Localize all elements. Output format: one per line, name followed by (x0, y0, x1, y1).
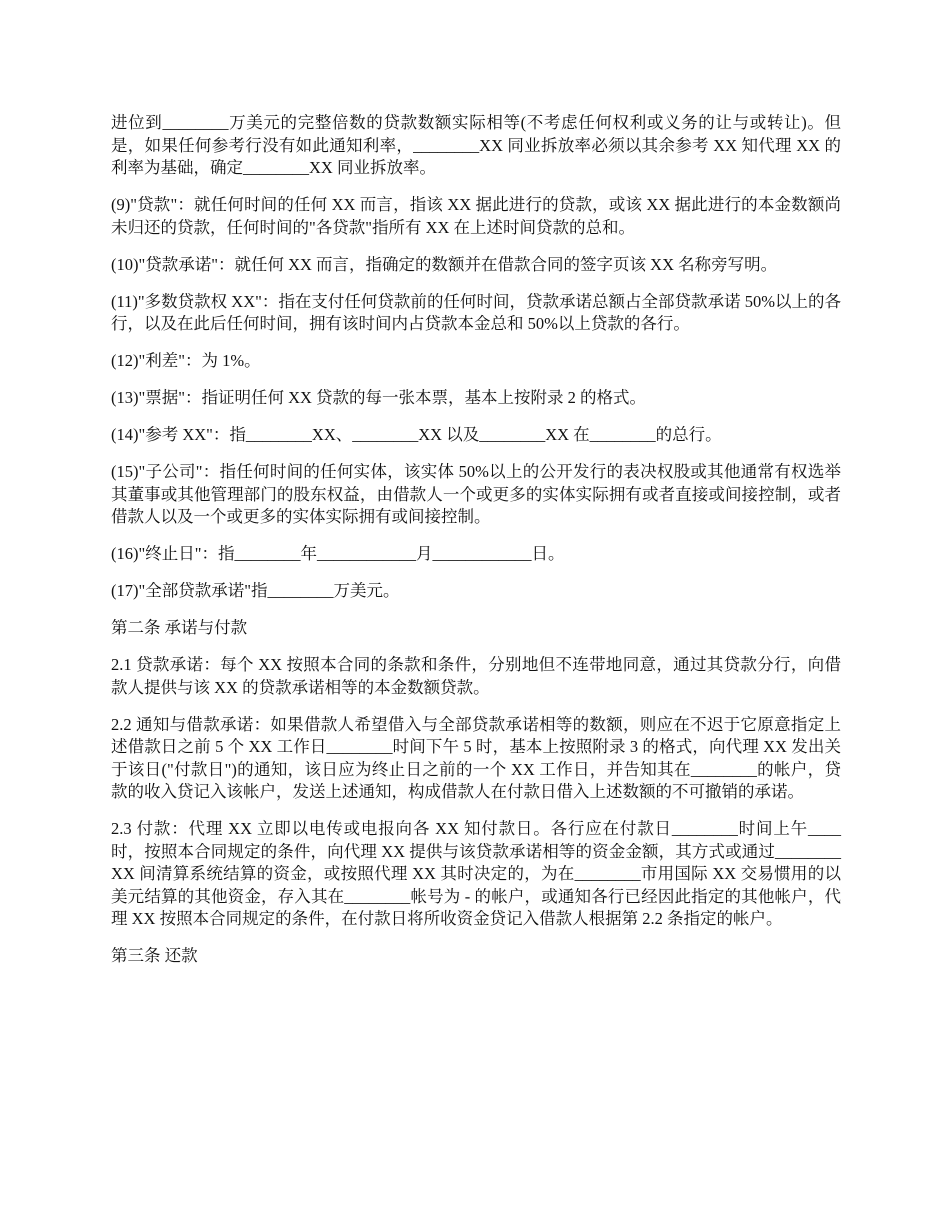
paragraph-definition-termination-date: (16)"终止日"：指________年____________月____________日。 (111, 544, 565, 563)
paragraph-definition-notes: (13)"票据"：指证明任何 XX 贷款的每一张本票，基本上按附录 2 的格式。 (111, 388, 647, 407)
paragraph-definition-majority-banks: (11)"多数贷款权 XX"：指在支付任何贷款前的任何时间，贷款承诺总额占全部贷款承诺 50%以上的各行，以及在此后任何时间，拥有该时间内占贷款本金总和 50%以上贷款的各行。 (111, 291, 841, 333)
paragraph-2-2-notice-and-borrowing: 2.2 通知与借款承诺：如果借款人希望借入与全部贷款承诺相等的数额，则应在不迟于它原意指定上述借款日之前 5 个 XX 工作日________时间下午 5 时，基本上按照附录 3 的格式，向代理 XX 发出关于该日("付款日")的通知，该日应为终止日之前的一个 XX 工作日，并告知其在________的帐户，贷款的收入贷记入该帐户，发送上述通知，构成借款人在付款日借入上述数额的不可撤销的承诺。 (111, 714, 841, 801)
section-heading-article-2: 第二条 承诺与付款 (111, 618, 248, 637)
paragraph-definition-loan: (9)"贷款"：就任何时间的任何 XX 而言，指该 XX 据此进行的贷款，或该 XX 据此进行的本金数额尚未归还的贷款，任何时间的"各贷款"指所有 XX 在上述时间贷款的总和。 (111, 195, 841, 237)
paragraph-definition-total-commitment: (17)"全部贷款承诺"指________万美元。 (111, 581, 400, 600)
document-page (111, 112, 841, 982)
paragraph-2-1-loan-commitment: 2.1 贷款承诺：每个 XX 按照本合同的条款和条件，分别地但不连带地同意，通过其贷款分行，向借款人提供与该 XX 的贷款承诺相等的本金数额贷款。 (111, 655, 841, 697)
paragraph-definition-loan-commitment: (10)"贷款承诺"：就任何 XX 而言，指确定的数额并在借款合同的签字页该 XX 名称旁写明。 (111, 254, 778, 274)
paragraph-definition-reference-banks: (14)"参考 XX"：指________XX、________XX 以及________XX 在________的总行。 (111, 425, 722, 444)
paragraph-2-3-payment: 2.3 付款：代理 XX 立即以电传或电报向各 XX 知付款日。各行应在付款日________时间上午____ 时，按照本合同规定的条件，向代理 XX 提供与该贷款承诺相等的资金金额，其方式或通过________XX 间清算系统结算的资金，或按照代理 XX 其时决定的，为在________市用国际 XX 交易惯用的以美元结算的其他资金，存入其在________帐号为 - 的帐户，或通知各行已经因此指定的其他帐户，代理 XX 按照本合同规定的条件，在付款日将所收资金贷记入借款人根据第 2.2 条指定的帐户。 (111, 819, 841, 928)
paragraph-definition-margin: (12)"利差"：为 1%。 (111, 351, 261, 370)
paragraph-rate-determination: 进位到________万美元的完整倍数的贷款数额实际相等(不考虑任何权利或义务的让与或转让)。但是，如果任何参考行没有如此通知利率，________XX 同业拆放率必须以其余参考 XX 知代理 XX 的利率为基础，确定________XX 同业拆放率。 (111, 113, 841, 177)
section-heading-article-3: 第三条 还款 (111, 946, 198, 965)
paragraph-definition-subsidiary: (15)"子公司"：指任何时间的任何实体，该实体 50%以上的公开发行的表决权股或其他通常有权选举其董事或其他管理部门的股东权益，由借款人一个或更多的实体实际拥有或者直接或间接控制，或者借款人以及一个或更多的实体实际拥有或间接控制。 (111, 462, 841, 526)
